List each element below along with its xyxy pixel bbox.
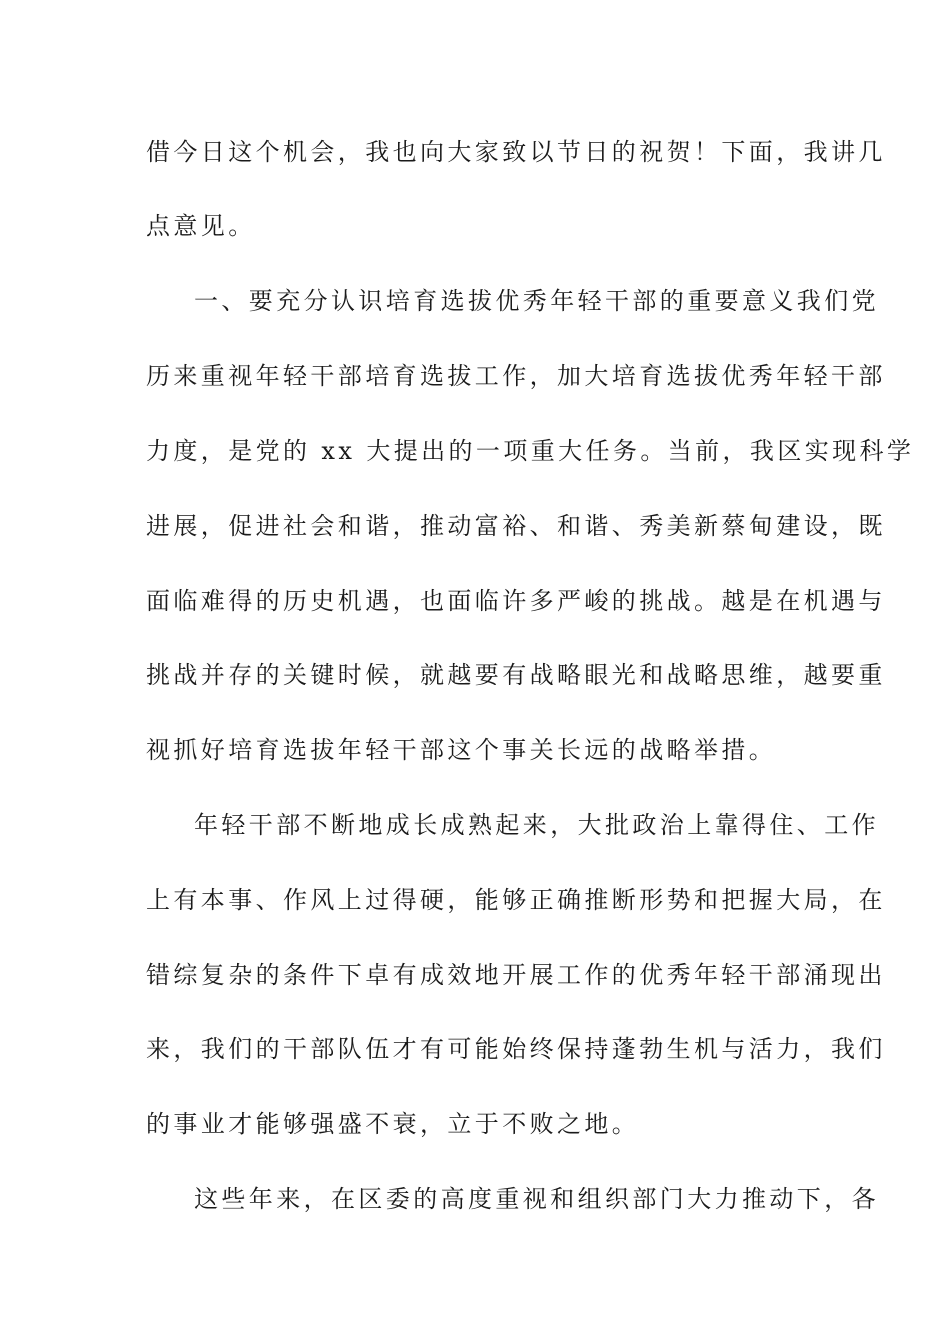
text-line: 历来重视年轻干部培育选拔工作，加大培育选拔优秀年轻干部 — [146, 362, 886, 390]
paragraph-first-line: 一、要充分认识培育选拔优秀年轻干部的重要意义我们党 — [194, 287, 879, 315]
text-line: 视抓好培育选拔年轻干部这个事关长远的战略举措。 — [146, 736, 777, 764]
paragraph-first-line: 这些年来，在区委的高度重视和组织部门大力推动下，各 — [194, 1185, 879, 1213]
text-line: 错综复杂的条件下卓有成效地开展工作的优秀年轻干部涌现出 — [146, 961, 886, 989]
text-line: 的事业才能够强盛不衰，立于不败之地。 — [146, 1110, 640, 1138]
paragraph-first-line: 年轻干部不断地成长成熟起来，大批政治上靠得住、工作 — [194, 811, 879, 839]
text-line: 借今日这个机会，我也向大家致以节日的祝贺！下面，我讲几 — [146, 138, 886, 166]
text-line: 上有本事、作风上过得硬，能够正确推断形势和把握大局，在 — [146, 886, 886, 914]
text-line: 面临难得的历史机遇，也面临许多严峻的挑战。越是在机遇与 — [146, 587, 886, 615]
text-line: 进展，促进社会和谐，推动富裕、和谐、秀美新蔡甸建设，既 — [146, 512, 886, 540]
text-line: 点意见。 — [146, 212, 256, 240]
text-line: 力度，是党的 xx 大提出的一项重大任务。当前，我区实现科学 — [146, 437, 915, 465]
text-line: 来，我们的干部队伍才有可能始终保持蓬勃生机与活力，我们 — [146, 1035, 886, 1063]
text-line: 挑战并存的关键时候，就越要有战略眼光和战略思维，越要重 — [146, 661, 886, 689]
